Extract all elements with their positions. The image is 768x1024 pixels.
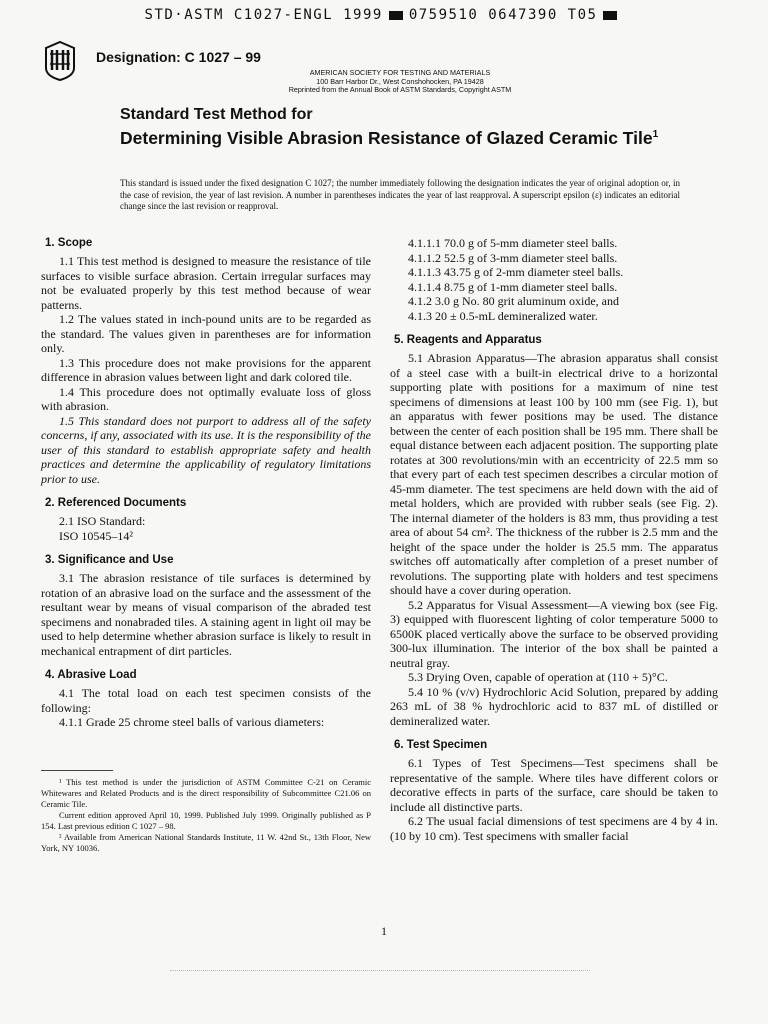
load-item: 4.1.1.3 43.75 g of 2-mm diameter steel balls.	[408, 265, 624, 279]
astm-logo-icon	[40, 40, 80, 82]
publisher-address: 100 Barr Harbor Dr., West Conshohocken, PA 19428	[316, 76, 484, 86]
load-item: 4.1.2 3.0 g No. 80 grit aluminum oxide, and	[408, 294, 619, 308]
section-heading-significance: 3. Significance and Use	[45, 554, 174, 566]
document-code-right: 0759510 0647390 T05	[408, 7, 598, 23]
paragraph-3-1: 3.1 The abrasion resistance of tile surfaces is determined by rotation of an abrasive load on the surface and the assessment of the resultant wear by means of visual comparison of the abraded test specimens and nonabraded tiles. A staining agent in light oil may be used to help determine whether abrasion surface is likely to result in mechanical entrapment of dirt particles.	[41, 571, 371, 658]
reprint-notice: Reprinted from the Annual Book of ASTM Standards, Copyright ASTM	[288, 85, 512, 94]
title-footnote-mark: 1	[652, 129, 659, 140]
document-title	[120, 105, 680, 148]
left-column	[41, 236, 371, 854]
footnote-1: ¹ This test method is under the jurisdiction of ASTM Committee C-21 on Ceramic Whitewares and Related Products and is the direct responsibility of Subcommittee C21.06 on Ceramic Tile.	[41, 776, 371, 809]
paragraph-1-3: 1.3 This procedure does not make provisions for the apparent difference in abrasion values between light and dark colored tile.	[41, 355, 371, 384]
footnotes	[41, 777, 371, 854]
title-main-text: Determining Visible Abrasion Resistance of Glazed Ceramic Tile	[120, 127, 653, 148]
paragraph-5-4: 5.4 10 % (v/v) Hydrochloric Acid Solution, prepared by adding 263 mL of 38 % hydrochloric acid to 837 mL of distilled or demineralized water.	[390, 684, 718, 728]
redaction-block	[389, 11, 403, 20]
section-heading-reagents: 5. Reagents and Apparatus	[394, 334, 542, 346]
page-number: 1	[381, 924, 387, 938]
paragraph-4-1: 4.1 The total load on each test specimen consists of the following:	[41, 686, 371, 715]
document-code-left: STD·ASTM C1027-ENGL 1999	[144, 7, 383, 23]
paragraph-1-4: 1.4 This procedure does not optimally evaluate loss of gloss with abrasion.	[41, 384, 371, 413]
footnote-2: ² Available from American National Standards Institute, 11 W. 42nd St., 13th Floor, New York, NY 10036.	[41, 831, 371, 853]
document-code-header	[0, 0, 768, 30]
load-item: 4.1.3 20 ± 0.5-mL demineralized water.	[408, 308, 598, 323]
designation-label: Designation: C 1027 – 99	[96, 49, 261, 65]
paragraph-1-5: 1.5 This standard does not purport to address all of the safety concerns, if any, associated with its use. It is the responsibility of the user of this standard to establish appropriate safety and health practices and determine the applicability of regulatory limitations prior to use.	[41, 413, 371, 486]
paragraph-4-1-1: 4.1.1 Grade 25 chrome steel balls of various diameters:	[59, 715, 325, 729]
load-item: 4.1.1.2 52.5 g of 3-mm diameter steel balls.	[408, 250, 618, 265]
load-item: 4.1.1.1 70.0 g of 5-mm diameter steel balls.	[408, 236, 618, 250]
right-column	[390, 236, 718, 843]
title-line-2	[120, 125, 680, 148]
paragraph-5-2: 5.2 Apparatus for Visual Assessment—A viewing box (see Fig. 3) equipped with fluorescent lighting of color temperature 5000 to 6500K placed vertically above the surface to be observed providing 300-lux illumination. The interior of the box shall be painted a neutral gray.	[390, 597, 718, 670]
paragraph-5-1: 5.1 Abrasion Apparatus—The abrasion apparatus shall consist of a steel case with a built-in electrical drive to a horizontal supporting plate with positions for a maximum of nine test specimens of dimensions at least 100 by 100 mm (see Fig. 1), but an apparatus with fewer positions may be used. The distance between the center of each position shall be 195 mm. There shall be equal distance between each adjacent position. The supporting plate rotates at 300 revolutions/min with an eccentricity of 22.5 mm so that every part of each test specimen describes a circular motion of 45-mm diameter. The test specimens are held down with the aid of metal holders, which are provided with rubber seals (see Fig. 2). The internal diameter of the holders is 83 mm, thus providing a test area of about 54 cm². The thickness of the rubber is 2.5 mm and the height of the space under the holder is 25.5 mm. The apparatus switches off automatically after completion of a preset number of revolutions. The supporting plate with holders and test specimens should have a cover during operation.	[390, 351, 718, 597]
redaction-block	[603, 11, 617, 20]
paragraph-1-1: 1.1 This test method is designed to measure the resistance of tile surfaces to visible surface abrasion. Certain irregular surfaces may not be evaluated properly by this test method because of wear patterns.	[41, 254, 371, 312]
issuance-notice: This standard is issued under the fixed designation C 1027; the number immediately following the designation indicates the year of original adoption or, in the case of revision, the year of last revision. A number in parentheses indicates the year of last reapproval. A superscript epsilon (ε) indicates an editorial change since the last revision or reapproval.	[120, 178, 680, 211]
load-item: 4.1.1.4 8.75 g of 1-mm diameter steel balls.	[408, 279, 618, 294]
scan-artifact-line	[170, 970, 590, 972]
section-heading-scope: 1. Scope	[45, 237, 93, 249]
section-heading-test-specimen: 6. Test Specimen	[394, 739, 488, 751]
section-heading-referenced-documents: 2. Referenced Documents	[45, 497, 187, 509]
paragraph-6-2: 6.2 The usual facial dimensions of test specimens are 4 by 4 in. (10 by 10 cm). Test specimens with smaller facial	[390, 814, 718, 843]
paragraph-5-3: 5.3 Drying Oven, capable of operation at (110 + 5)°C.	[408, 670, 668, 684]
paragraph-6-1: 6.1 Types of Test Specimens—Test specimens shall be representative of the sample. Where tiles have different colors or decorative effects in parts of the surface, care should be taken to include all distinctive parts.	[390, 756, 718, 814]
footnote-divider	[41, 770, 113, 771]
paragraph-2-1: 2.1 ISO Standard:	[59, 514, 146, 528]
section-heading-abrasive-load: 4. Abrasive Load	[45, 669, 137, 681]
footnote-edition: Current edition approved April 10, 1999. Published July 1999. Originally published as P 154. Last previous edition C 1027 – 98.	[41, 809, 371, 831]
publisher-name: AMERICAN SOCIETY FOR TESTING AND MATERIALS	[309, 68, 491, 77]
title-line-1: Standard Test Method for	[120, 106, 313, 123]
iso-reference: ISO 10545–14²	[59, 528, 133, 543]
publisher-block	[250, 69, 550, 95]
paragraph-1-2: 1.2 The values stated in inch-pound units are to be regarded as the standard. The values given in parentheses are for information only.	[41, 312, 371, 355]
